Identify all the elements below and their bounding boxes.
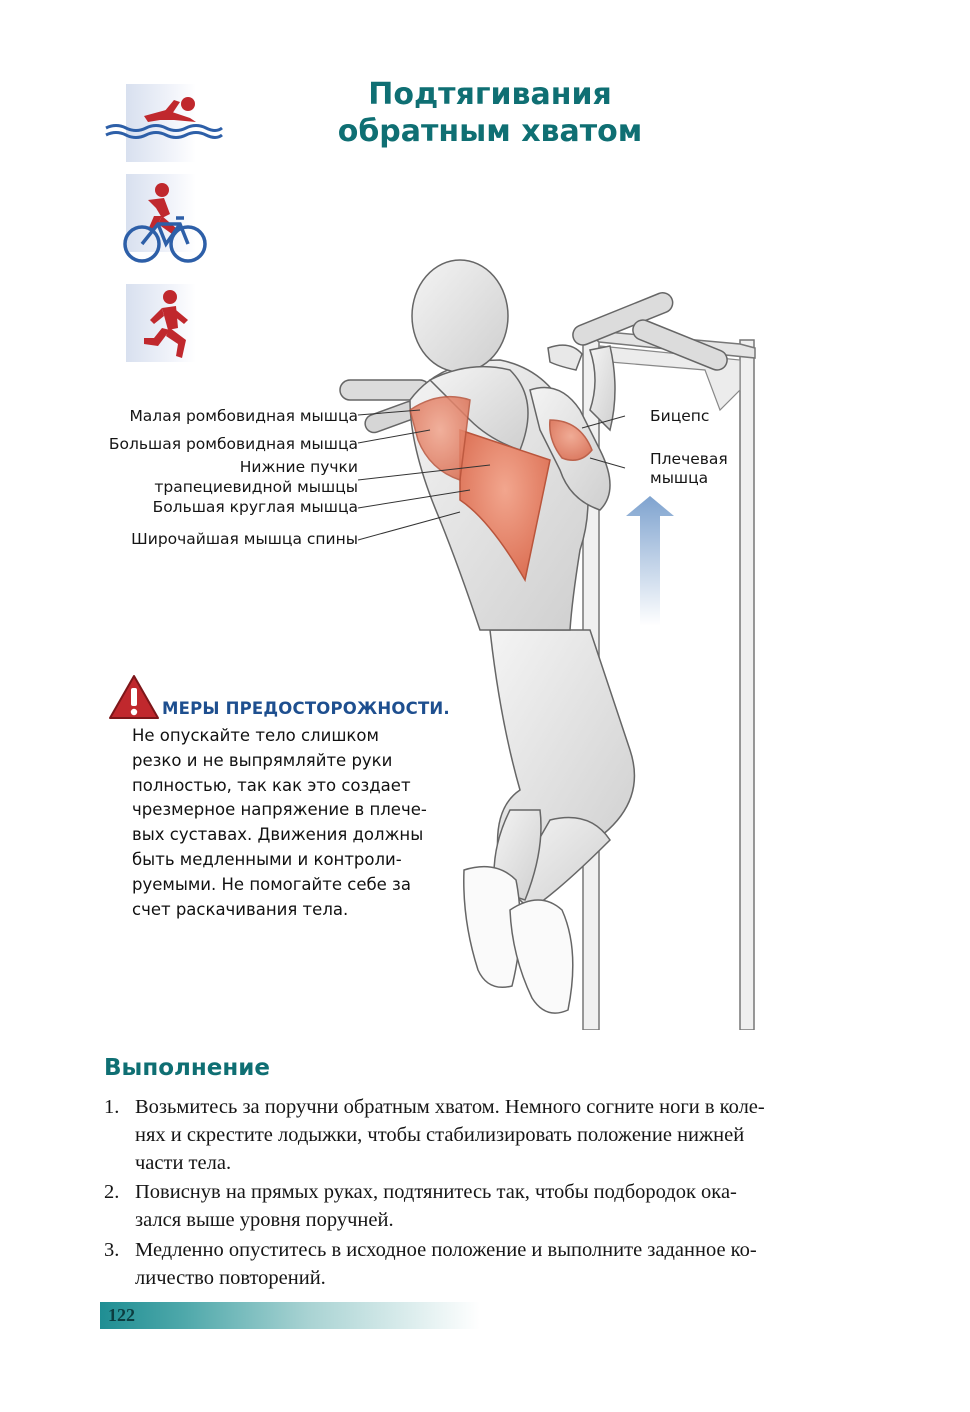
cyclist-icon	[118, 178, 208, 268]
step-line: зался выше уровня поручней.	[135, 1209, 394, 1232]
step-line: части тела.	[135, 1151, 232, 1174]
label-biceps: Бицепс	[650, 407, 710, 425]
sport-tile-run	[126, 284, 196, 362]
caution-line: Не опускайте тело слишком	[132, 726, 379, 745]
caution-line: счет раскачивания тела.	[132, 899, 349, 919]
step-line: личество повторений.	[135, 1266, 326, 1289]
sport-tile-swim	[126, 84, 196, 162]
step-number: 2.	[104, 1181, 120, 1204]
page-number: 122	[108, 1305, 135, 1325]
label-lower-trapezius-1: Нижние пучки	[239, 458, 358, 476]
caution-line: руемыми. Не помогайте себе за	[132, 874, 411, 894]
execution-steps	[104, 1094, 874, 1295]
swimmer-icon	[104, 90, 224, 150]
step-line: Медленно опуститесь в исходное положение и выполните заданное ко-	[135, 1238, 757, 1261]
step-line: нях и скрестите лодыжки, чтобы стабилизировать положение нижней	[135, 1123, 745, 1146]
step-number: 1.	[104, 1096, 120, 1118]
upward-arrow	[626, 496, 674, 626]
label-latissimus-dorsi: Широчайшая мышца спины	[131, 530, 358, 548]
sport-tile-bike	[126, 174, 196, 252]
caution-title: МЕРЫ ПРЕДОСТОРОЖНОСТИ.	[162, 699, 450, 718]
caution-line: резко и не выпрямляйте руки	[132, 750, 393, 770]
caution-line: быть медленными и контроли-	[132, 849, 402, 869]
step-item	[104, 1094, 874, 1177]
label-brachialis-2: мышца	[650, 469, 709, 487]
athlete-figure	[410, 260, 634, 1013]
step-item	[104, 1237, 874, 1293]
caution-text	[132, 724, 442, 922]
title-line-1: Подтягивания	[368, 77, 612, 112]
page-title	[300, 76, 680, 150]
runner-icon	[132, 288, 202, 366]
warning-icon	[108, 674, 160, 720]
step-number: 3.	[104, 1238, 120, 1261]
page-number-bar	[100, 1302, 480, 1329]
section-heading-execution: Выполнение	[104, 1055, 270, 1081]
label-brachialis-1: Плечевая	[650, 450, 728, 468]
label-rhomboid-minor: Малая ромбовидная мышца	[129, 407, 358, 425]
step-line: Возьмитесь за поручни обратным хватом. Немного согните ноги в коле-	[135, 1096, 765, 1118]
step-item	[104, 1179, 874, 1235]
title-line-2: обратным хватом	[337, 114, 643, 149]
caution-line: вых суставах. Движения должны	[132, 825, 424, 845]
label-teres-major: Большая круглая мышца	[152, 498, 358, 516]
caution-line: чрезмерное напряжение в плече-	[132, 800, 427, 820]
label-rhomboid-major: Большая ромбовидная мышца	[108, 435, 358, 453]
caution-line: полностью, так как это создает	[132, 775, 411, 795]
label-lower-trapezius-2: трапециевидной мышцы	[154, 478, 358, 496]
step-line: Повиснув на прямых руках, подтянитесь так, чтобы подбородок ока-	[135, 1181, 737, 1204]
